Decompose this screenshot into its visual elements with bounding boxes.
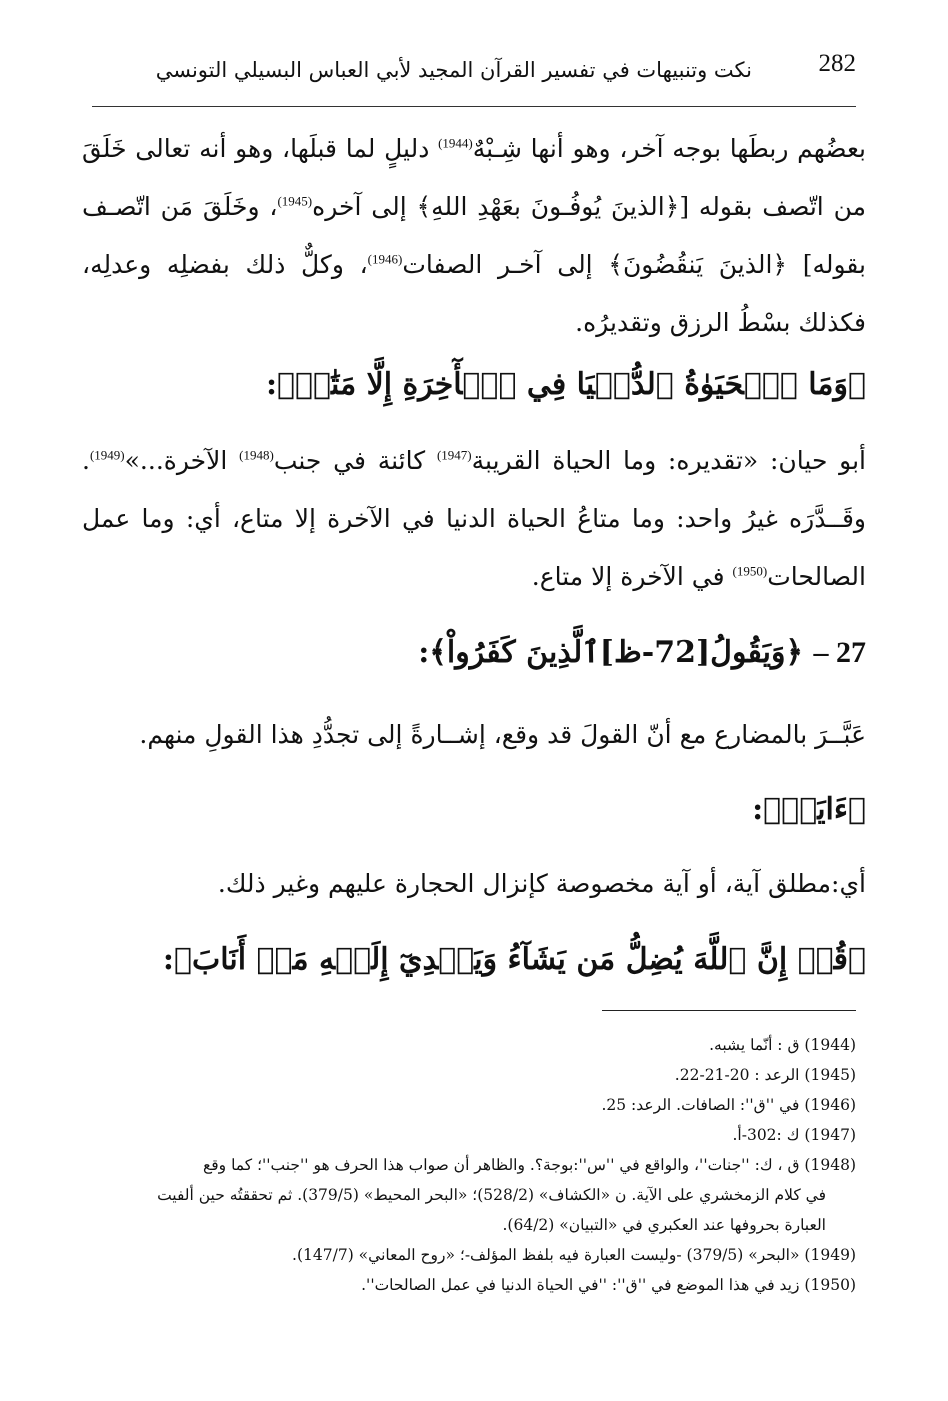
paragraph-3 — [82, 706, 866, 764]
verse-heading: ﴿قُلۡ إِنَّ ٱللَّهَ يُضِلُّ مَن يَشَآءُ وَيَهۡدِيٓ إِلَيۡهِ مَنۡ أَنَابَ﴾: — [162, 942, 866, 977]
footnote-text: ك :302-أ. — [732, 1126, 800, 1144]
running-title: نكت وتنبيهات في تفسير القرآن المجيد لأبي العباس البسيلي التونسي — [155, 58, 752, 82]
footnote-text: ق : أنّما يشبه. — [709, 1036, 800, 1054]
paragraph-text: دليلٍ لما قبلَها، وهو أنه تعالى خَلَقَ من اتّصف بقوله [﴿الذينَ يُوفُـونَ بعَهْدِ اللهِ﴾ إلى آخره — [82, 134, 866, 221]
paragraph-text: في الآخرة إلا متاع. — [531, 562, 733, 591]
paragraph-text: أبو حيان: «تقديره: وما الحياة القريبة — [471, 446, 867, 475]
footnote — [92, 1270, 856, 1300]
paragraph-text: عَبَّــرَ بالمضارع مع أنّ القولَ قد وقع، إشــارةً إلى تجدُّدِ هذا القولِ منهم. — [139, 720, 866, 749]
footnote-text: في ''ق'': الصافات. الرعد: 25. — [601, 1096, 800, 1114]
verse-heading: ﴿ءَايَةٞ﴾: — [752, 792, 866, 827]
footnote — [92, 1240, 856, 1270]
footnote — [92, 1030, 856, 1060]
footnote-ref[interactable]: (1944) — [438, 135, 473, 151]
paragraph-4 — [82, 855, 866, 913]
footnote-ref[interactable]: (1945) — [277, 193, 313, 209]
footnote-number: (1946) — [804, 1096, 856, 1114]
footnote-ref[interactable]: (1946) — [367, 251, 403, 267]
paragraph-2 — [82, 432, 866, 606]
verse-heading: ﴿وَمَا ٱلۡحَيَوٰةُ ٱلدُّنۡيَا فِي ٱلۡأٓخِرَةِ إِلَّا مَتَٰعٞ﴾: — [265, 367, 866, 402]
footnotes — [92, 1030, 856, 1300]
footnote-text: ق ، ك: ''جنات''، والواقع في ''س'':بوجة؟. والظاهر أن صواب هذا الحرف هو ''جنب''؛ كما وقع — [203, 1156, 800, 1174]
page-number: 282 — [818, 50, 856, 77]
footnote — [92, 1120, 856, 1150]
footnote-ref[interactable]: (1947) — [436, 447, 472, 463]
footnote-text: الرعد : 20-21-22. — [674, 1066, 800, 1084]
footnote-continuation: في كلام الزمخشري على الآية. ن «الكشاف» (528/2)؛ «البحر المحيط» (379/5). ثم تحققتُه حين ألفيت — [157, 1186, 826, 1204]
paragraph-text: ، وخَلَقَ مَن اتّصـف بقوله] ﴿الذينَ يَنقُضُونَ﴾ إلى آخـر الصفات — [82, 192, 867, 279]
footnote-number: (1947) — [804, 1126, 856, 1144]
paragraph-text: كائنة في جنب — [273, 446, 437, 475]
paragraph-1 — [82, 120, 866, 352]
footnote-number: (1950) — [804, 1276, 856, 1294]
paragraph-text: . وقَــدَّرَه غيرُ واحد: وما متاعُ الحياة الدنيا في الآخرة إلا متاع، أي: وما عمل الصالحات — [82, 446, 866, 591]
footnote — [92, 1150, 856, 1180]
footnote-number: (1949) — [804, 1246, 856, 1264]
footnote-continuation: العبارة بحروفها عند العكبري في «التبيان» (64/2). — [502, 1216, 826, 1234]
footnote-number: (1948) — [804, 1156, 856, 1174]
footnote — [92, 1060, 856, 1090]
footnote-ref[interactable]: (1949) — [89, 447, 125, 463]
paragraph-text: أي:مطلق آية، أو آية مخصوصة كإنزال الحجارة عليهم وغير ذلك. — [217, 869, 866, 898]
verse-text: ﴿وَيَقُولُ[72-ظ]ٱلَّذِينَ كَفَرُواْ﴾: — [418, 635, 804, 670]
footnote-rule — [602, 1010, 856, 1011]
verse-heading-27 — [82, 628, 866, 678]
footnote-ref[interactable]: (1950) — [732, 563, 768, 579]
footnote-text: زيد في هذا الموضع في ''ق'': ''في الحياة الدنيا في عمل الصالحات''. — [361, 1276, 800, 1294]
header-rule — [92, 106, 856, 107]
footnote-ref[interactable]: (1948) — [239, 447, 274, 463]
paragraph-text: الآخرة...» — [124, 446, 240, 475]
footnote — [92, 1090, 856, 1120]
page-header — [92, 50, 856, 90]
footnote-number: (1944) — [804, 1036, 856, 1054]
footnote-text: «البحر» (379/5) -وليست العبارة فيه بلفظ المؤلف-؛ «روح المعاني» (147/7). — [292, 1246, 800, 1264]
footnote-number: (1945) — [804, 1066, 856, 1084]
paragraph-text: بعضُهم ربطَها بوجه آخر، وهو أنها شِـبْهٌ — [472, 134, 867, 163]
verse-number: 27 – — [813, 636, 866, 669]
paragraph-text: ، وكلٌّ ذلك بفضلِه وعدلِه، فكذلك بسْطُ الرزق وتقديرُه. — [82, 250, 866, 337]
